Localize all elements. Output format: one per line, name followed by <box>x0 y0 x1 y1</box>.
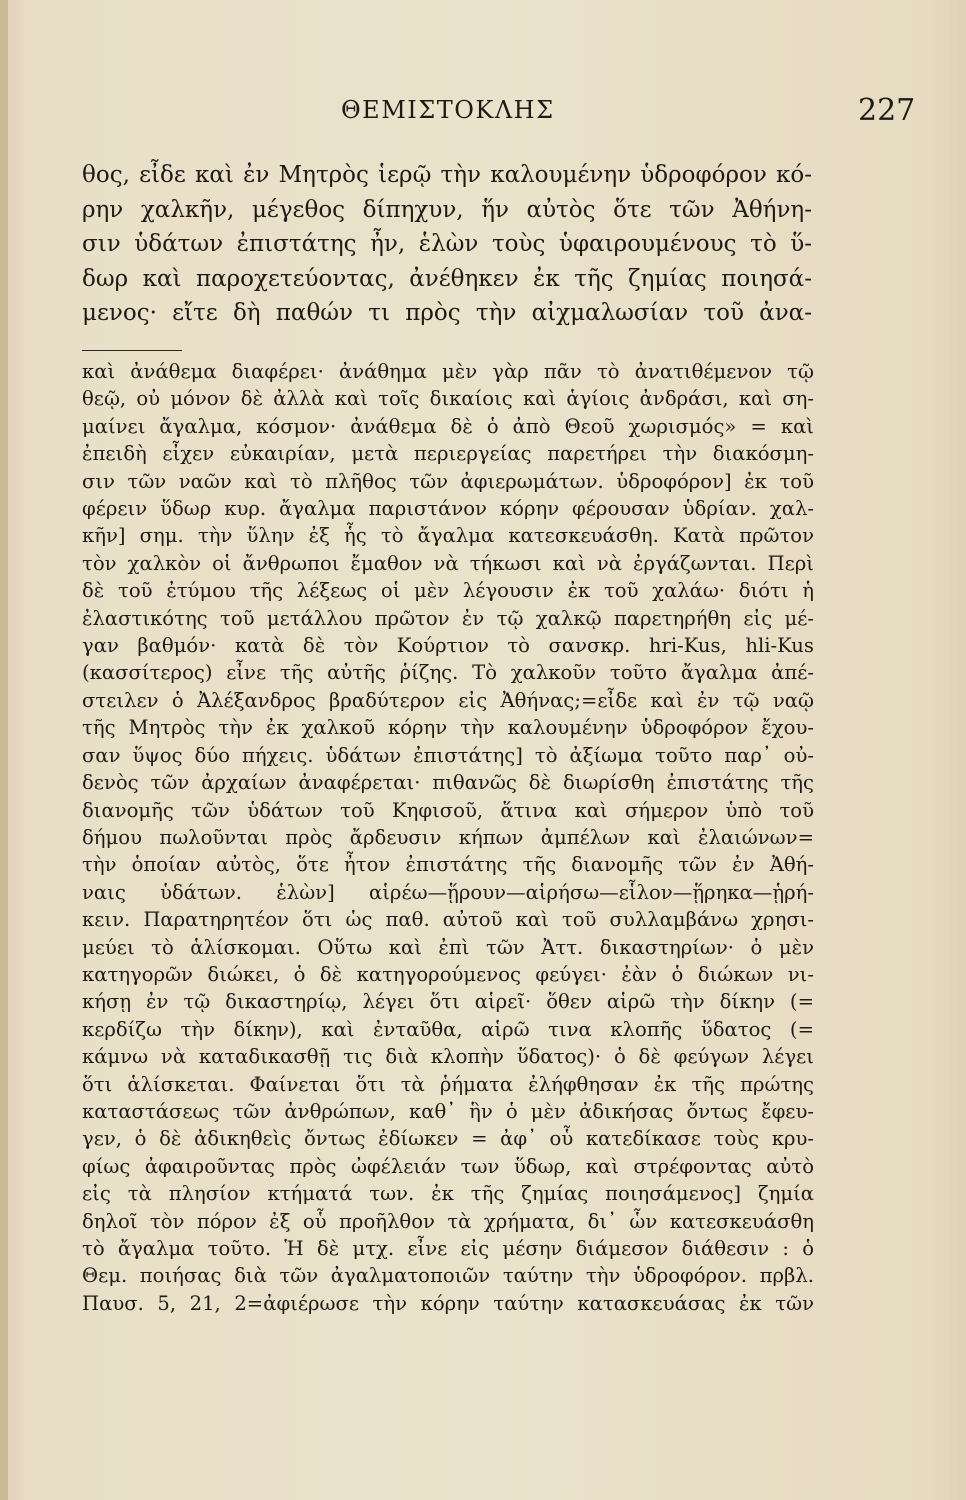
footnote-line: κάμνω νὰ καταδικασθῇ τις διὰ κλοπὴν ὕδατος)· ὁ δὲ φεύγων λέγει <box>82 1045 814 1069</box>
footnote-line: γαν βαθμόν· κατὰ δὲ τὸν Κούρτιον τὸ σανσκρ. hri-Kus, hli-Kus <box>82 634 814 658</box>
main-text-line: ρην χαλκῆν, μέγεθος δίπηχυν, ἥν αὐτὸς ὅτε τῶν Ἀθήνη- <box>82 196 812 223</box>
footnote-line: σαν ὕψος δύο πήχεις. ὑδάτων ἐπιστάτης] τὸ ἀξίωμα τοῦτο παρ᾽ οὐ- <box>82 743 814 767</box>
page-number: 227 <box>858 93 916 128</box>
footnote-line: καὶ ἀνάθεμα διαφέρει· ἀνάθημα μὲν γὰρ πᾶν τὸ ἀνατιθέμενον τῷ <box>82 360 814 383</box>
page-gutter <box>0 0 8 1500</box>
footnote-line: τὴν ὁποίαν αὐτὸς, ὅτε ἦτον ἐπιστάτης τῆς διανομῆς τῶν ἐν Ἀθή- <box>82 853 814 877</box>
footnote-line: κήσῃ ἐν τῷ δικαστηρίῳ, λέγει ὅτι αἱρεῖ· ὅθεν αἱρῶ τὴν δίκην (= <box>82 990 814 1014</box>
footnote-line: καταστάσεως τῶν ἀνθρώπων, καθ᾽ ἣν ὁ μὲν ἀδικήσας ὄντως ἔφευ- <box>82 1099 814 1123</box>
footnote-line: Παυσ. 5, 21, 2=ἀφιέρωσε τὴν κόρην ταύτην κατασκευάσας ἐκ τῶν <box>82 1291 814 1315</box>
footnote-line: δὲ τοῦ ἐτύμου τῆς λέξεως οἱ μὲν λέγουσιν ἐκ τοῦ χαλάω· διότι ἡ <box>82 579 814 603</box>
main-text-line: δωρ καὶ παροχετεύοντας, ἀνέθηκεν ἐκ τῆς ζημίας ποιησά- <box>82 265 812 292</box>
footnote-line: ναις ὑδάτων. ἑλὼν] αἱρέω—ᾕρουν—αἱρήσω—εἷλον—ᾕρηκα—ᾑρή- <box>82 880 814 904</box>
footnote-line: (κασσίτερος) εἶνε τῆς αὐτῆς ῥίζης. Τὸ χαλκοῦν τοῦτο ἄγαλμα ἀπέ- <box>82 661 814 685</box>
footnotes <box>82 358 814 1317</box>
footnote-line: κῆν] σημ. τὴν ὕλην ἐξ ἧς τὸ ἄγαλμα κατεσκευάσθη. Κατὰ πρῶτον <box>82 524 814 548</box>
footnote-line: γεν, ὁ δὲ ἀδικηθεὶς ὄντως ἐδίωκεν = ἀφ᾽ οὗ κατεδίκασε τοὺς κρυ- <box>82 1127 814 1151</box>
footnote-line: σιν τῶν ναῶν καὶ τὸ πλῆθος τῶν ἀφιερωμάτων. ὑδροφόρον] ἐκ τοῦ <box>82 469 814 493</box>
main-text-line: σιν ὑδάτων ἐπιστάτης ἦν, ἑλὼν τοὺς ὑφαιρουμένους τὸ ὕ- <box>82 231 812 257</box>
footnote-line: ἐλαστικότης τοῦ μετάλλου πρῶτον ἐν τῷ χαλκῷ παρετηρήθη εἰς μέ- <box>82 606 814 630</box>
footnote-line: τὸν χαλκὸν οἱ ἄνθρωποι ἔμαθον νὰ τήκωσι καὶ νὰ ἐργάζωνται. Περὶ <box>82 551 814 575</box>
footnote-line: κερδίζω τὴν δίκην), καὶ ἐνταῦθα, αἱρῶ τινα κλοπῆς ὕδατος (= <box>82 1017 814 1041</box>
main-text-line: θος, εἶδε καὶ ἐν Μητρὸς ἱερῷ τὴν καλουμένην ὑδροφόρον κό- <box>82 162 812 188</box>
footnote-line: δενὸς τῶν ἀρχαίων ἀναφέρεται· πιθανῶς δὲ διωρίσθη ἐπιστάτης τῆς <box>82 771 814 795</box>
main-text <box>82 158 812 331</box>
footnote-line: τὸ ἄγαλμα τοῦτο. Ἡ δὲ μτχ. εἶνε εἰς μέσην διάμεσον διάθεσιν : ὁ <box>82 1237 814 1260</box>
footnote-line: Θεμ. ποιήσας διὰ τῶν ἀγαλματοποιῶν ταύτην τὴν ὑδροφόρον. πρβλ. <box>82 1264 814 1288</box>
footnote-line: τῆς Μητρὸς τὴν ἐκ χαλκοῦ κόρην τὴν καλουμένην ὑδροφόρον ἔχου- <box>82 716 814 740</box>
footnote-line: δηλοῖ τὸν πόρον ἐξ οὗ προῆλθον τὰ χρήματα, δι᾽ ὧν κατεσκευάσθη <box>82 1209 814 1233</box>
footnote-line: ὅτι ἁλίσκεται. Φαίνεται ὅτι τὰ ῥήματα ἐλήφθησαν ἐκ τῆς πρώτης <box>82 1072 814 1096</box>
footnote-line: κειν. Παρατηρητέον ὅτι ὡς παθ. αὐτοῦ καὶ τοῦ συλλαμβάνω χρησι- <box>82 908 814 932</box>
running-title: ΘΕΜΙΣΤΟΚΛΗΣ <box>341 96 555 124</box>
footnote-line: μαίνει ἄγαλμα, κόσμον· ἀνάθεμα δὲ ὁ ἀπὸ Θεοῦ χωρισμός» = καὶ <box>82 414 814 438</box>
footnote-line: κατηγορῶν διώκει, ὁ δὲ κατηγορούμενος φεύγει· ἐὰν ὁ διώκων νι- <box>82 962 814 986</box>
footnote-line: φίως ἀφαιροῦντας πρὸς ὠφέλειάν των ὕδωρ, καὶ στρέφοντας αὐτὸ <box>82 1154 814 1178</box>
footnote-line: διανομῆς τῶν ὑδάτων τοῦ Κηφισοῦ, ἅτινα καὶ σήμερον ὑπὸ τοῦ <box>82 798 814 822</box>
footnote-line: εἰς τὰ πλησίον κτήματά των. ἐκ τῆς ζημίας ποιησάμενος] ζημία <box>82 1182 814 1206</box>
footnote-line: θεῷ, οὐ μόνον δὲ ἀλλὰ καὶ τοῖς δικαίοις καὶ ἁγίοις ἀνδράσι, καὶ ση- <box>82 387 814 411</box>
main-text-line: μενος· εἴτε δὴ παθών τι πρὸς τὴν αἰχμαλωσίαν τοῦ ἀνα- <box>82 300 812 326</box>
footnote-line: μεύει τὸ ἁλίσκομαι. Οὕτω καὶ ἐπὶ τῶν Ἀττ. δικαστηρίων· ὁ μὲν <box>82 935 814 959</box>
footnote-line: φέρειν ὕδωρ κυρ. ἄγαλμα παριστάνον κόρην φέρουσαν ὑδρίαν. χαλ- <box>82 497 814 521</box>
footnote-line: ἐπειδὴ εἶχεν εὐκαιρίαν, μετὰ περιεργείας παρετήρει τὴν διακόσμη- <box>82 442 814 466</box>
footnote-line: στειλεν ὁ Ἀλέξανδρος βραδύτερον εἰς Ἀθήνας;=εἶδε καὶ ἐν τῷ ναῷ <box>82 688 814 712</box>
footnote-separator <box>82 350 182 351</box>
footnote-line: δήμου πωλοῦνται πρὸς ἄρδευσιν κήπων ἀμπέλων καὶ ἐλαιώνων= <box>82 825 814 849</box>
page-header <box>0 93 966 136</box>
